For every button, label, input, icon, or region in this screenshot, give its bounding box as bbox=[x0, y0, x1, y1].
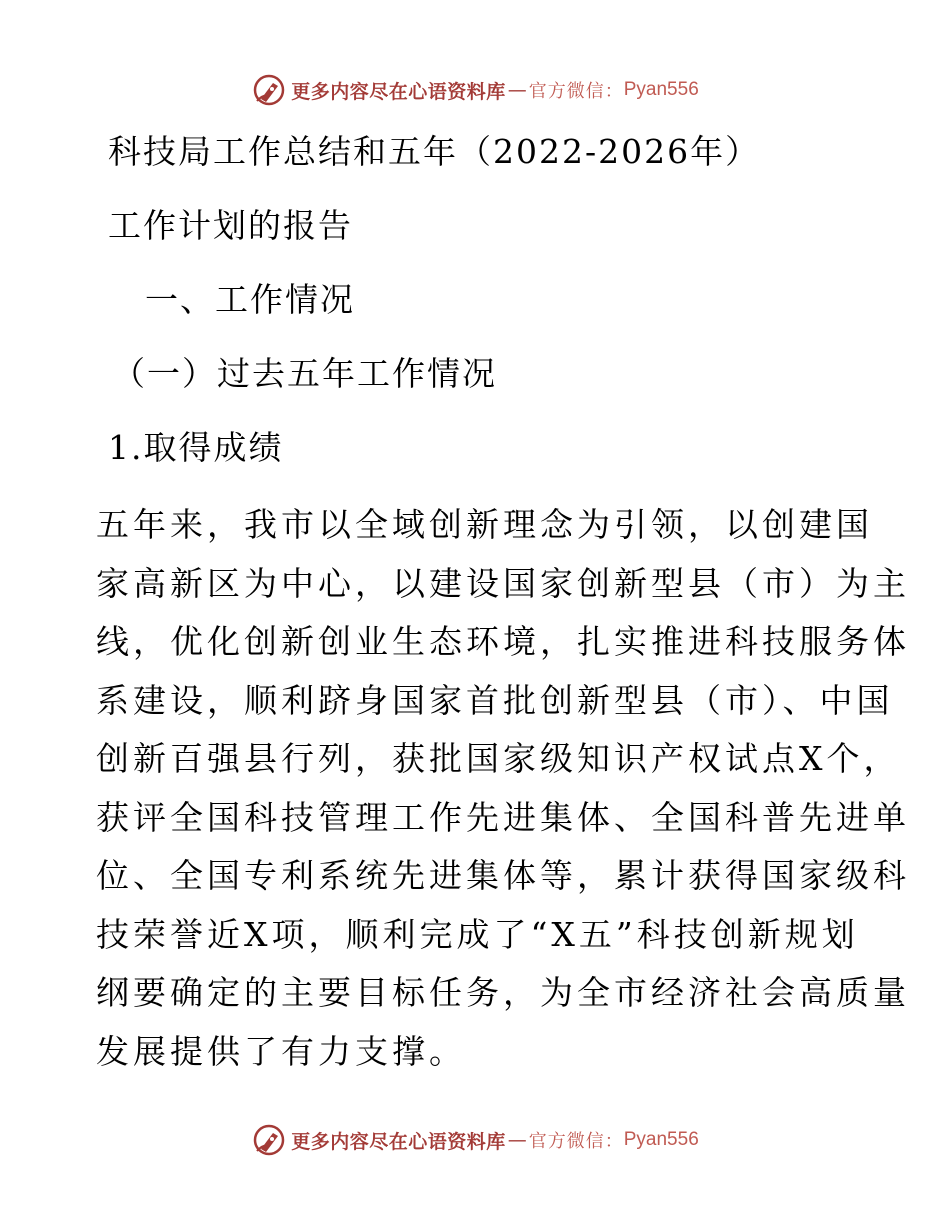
paragraph-line: 五年来，我市以全域创新理念为引领，以创建国 bbox=[96, 505, 873, 544]
watermark-wechat-id: Pyan556 bbox=[623, 79, 699, 100]
watermark-brand-text: 更多内容尽在心语资料库 bbox=[291, 80, 506, 103]
section-heading-work-status: 一、工作情况 bbox=[145, 280, 355, 319]
document-title-line-1: 科技局工作总结和五年（2022-2026年） bbox=[108, 132, 761, 171]
watermark-dash: — bbox=[507, 1129, 527, 1151]
document-title-line-2: 工作计划的报告 bbox=[108, 206, 353, 245]
paragraph-line: 技荣誉近X项，顺利完成了“X五”科技创新规划 bbox=[96, 914, 859, 954]
subsection-heading-past-five-years: （一）过去五年工作情况 bbox=[112, 354, 497, 393]
item-heading-achievements: 1.取得成绩 bbox=[108, 428, 284, 467]
paragraph-line: 位、全国专利系统先进集体等，累计获得国家级科 bbox=[96, 856, 910, 895]
watermark-dash: — bbox=[507, 79, 527, 101]
pen-nib-logo-icon bbox=[251, 72, 287, 108]
paragraph-line: 发展提供了有力支撑。 bbox=[96, 1031, 466, 1071]
header-watermark-banner bbox=[0, 70, 950, 110]
watermark-wechat-id: Pyan556 bbox=[623, 1129, 699, 1150]
footer-watermark-banner bbox=[0, 1120, 950, 1160]
watermark-wechat-label: 官方微信： bbox=[528, 1131, 624, 1152]
watermark-wechat-label: 官方微信： bbox=[528, 81, 624, 102]
paragraph-line: 家高新区为中心，以建设国家创新型县（市）为主 bbox=[96, 563, 910, 603]
paragraph-line: 获评全国科技管理工作先进集体、全国科普先进单 bbox=[96, 797, 910, 837]
paragraph-line: 纲要确定的主要目标任务，为全市经济社会高质量 bbox=[96, 973, 910, 1012]
paragraph-line: 系建设，顺利跻身国家首批创新型县（市）、中国 bbox=[96, 680, 894, 720]
watermark-brand-text: 更多内容尽在心语资料库 bbox=[291, 1130, 506, 1153]
pen-nib-logo-icon bbox=[251, 1122, 287, 1158]
paragraph-line: 线，优化创新创业生态环境，扎实推进科技服务体 bbox=[96, 622, 910, 661]
paragraph-line: 创新百强县行列，获批国家级知识产权试点X个， bbox=[96, 739, 901, 778]
achievements-paragraph bbox=[96, 496, 910, 1081]
